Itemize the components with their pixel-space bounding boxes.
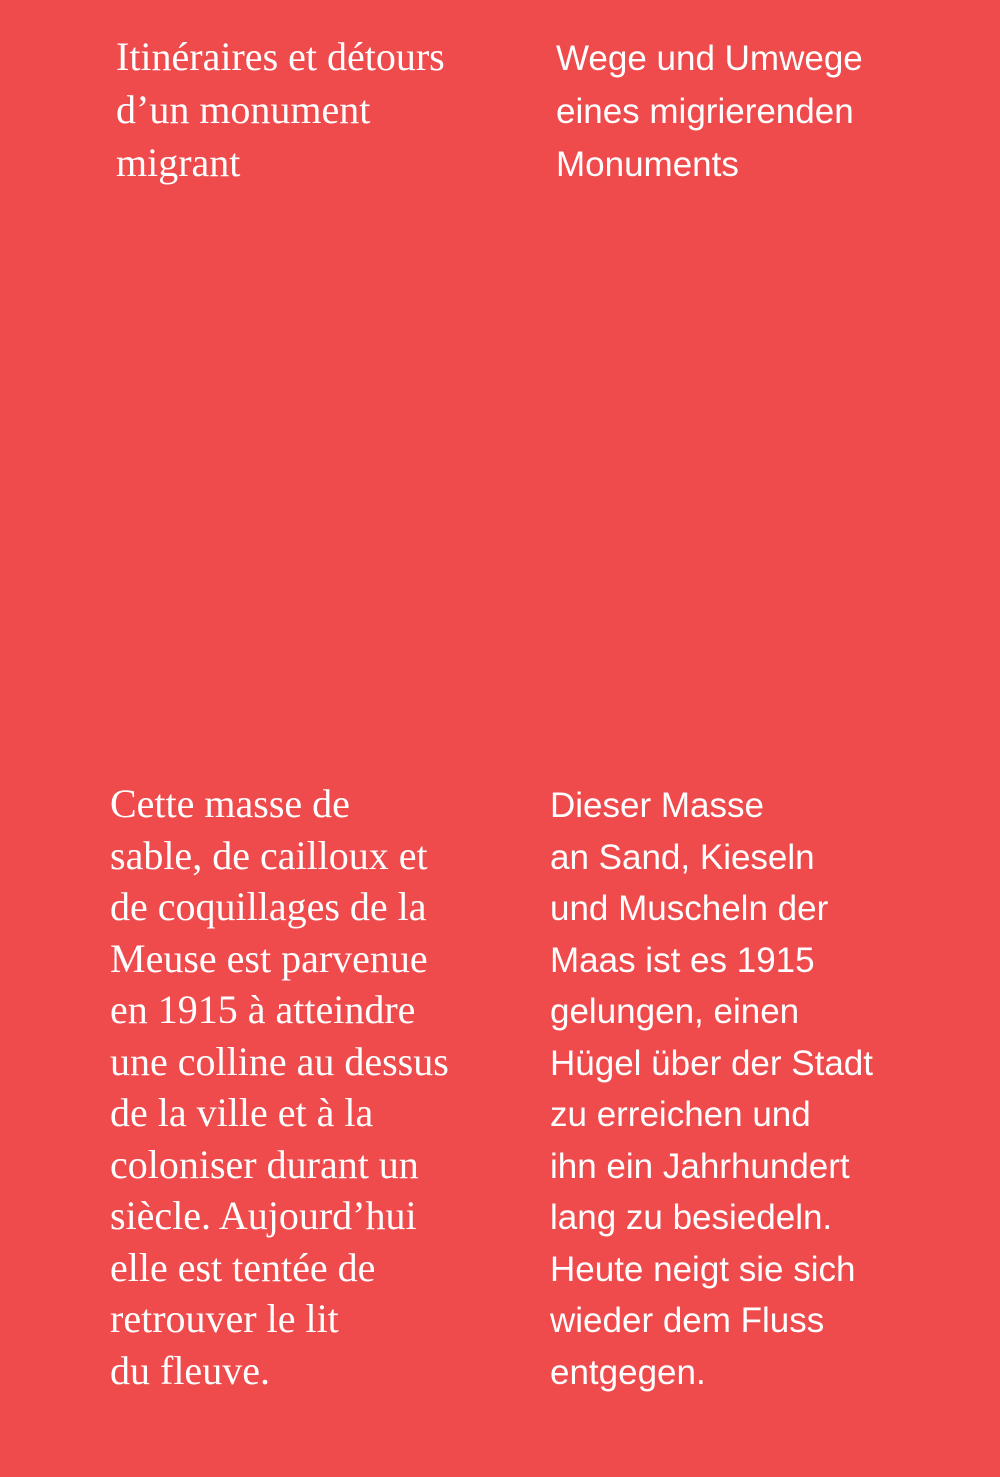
title-german-line: Monuments — [556, 145, 739, 184]
body-german-line: und Muscheln der — [550, 889, 829, 928]
body-french-line: de la ville et à la — [110, 1090, 374, 1135]
body-french-line: coloniser durant un — [110, 1141, 419, 1187]
body-german-line: zu erreichen und — [550, 1095, 811, 1134]
title-german — [556, 32, 863, 191]
title-french — [116, 30, 445, 189]
body-french-line: de coquillages de la — [110, 884, 427, 929]
body-french-line: du fleuve. — [110, 1347, 270, 1393]
body-french-line: en 1915 à atteindre — [110, 987, 416, 1032]
body-french-line: Cette masse de — [110, 781, 350, 826]
body-french-line: une colline au dessus — [110, 1038, 449, 1084]
body-french-line: Meuse est parvenue — [110, 935, 428, 981]
body-german-line: Heute neigt sie sich — [550, 1249, 856, 1289]
body-german-line: Dieser Masse — [550, 786, 764, 825]
body-german-line: lang zu besiedeln. — [550, 1198, 833, 1237]
title-french-line: Itinéraires et détours — [116, 34, 445, 79]
body-german-line: Hügel über der Stadt — [550, 1043, 873, 1083]
body-german-line: an Sand, Kieseln — [550, 837, 815, 877]
body-german-line: ihn ein Jahrhundert — [550, 1146, 850, 1186]
body-french-line: siècle. Aujourd’hui — [110, 1193, 417, 1238]
body-german-line: Maas ist es 1915 — [550, 940, 815, 980]
title-french-line: d’un monument — [116, 87, 371, 132]
body-german-line: entgegen. — [550, 1352, 706, 1392]
body-french-line: elle est tentée de — [110, 1244, 376, 1290]
body-german-line: gelungen, einen — [550, 992, 800, 1031]
title-french-line: migrant — [116, 140, 241, 185]
body-french-line: sable, de cailloux et — [110, 832, 428, 878]
body-text-french — [110, 778, 449, 1396]
title-german-line: Wege und Umwege — [556, 39, 863, 78]
body-text-german — [550, 780, 873, 1398]
title-german-line: eines migrierenden — [556, 92, 854, 131]
body-french-line: retrouver le lit — [110, 1296, 339, 1341]
body-german-line: wieder dem Fluss — [550, 1301, 825, 1340]
